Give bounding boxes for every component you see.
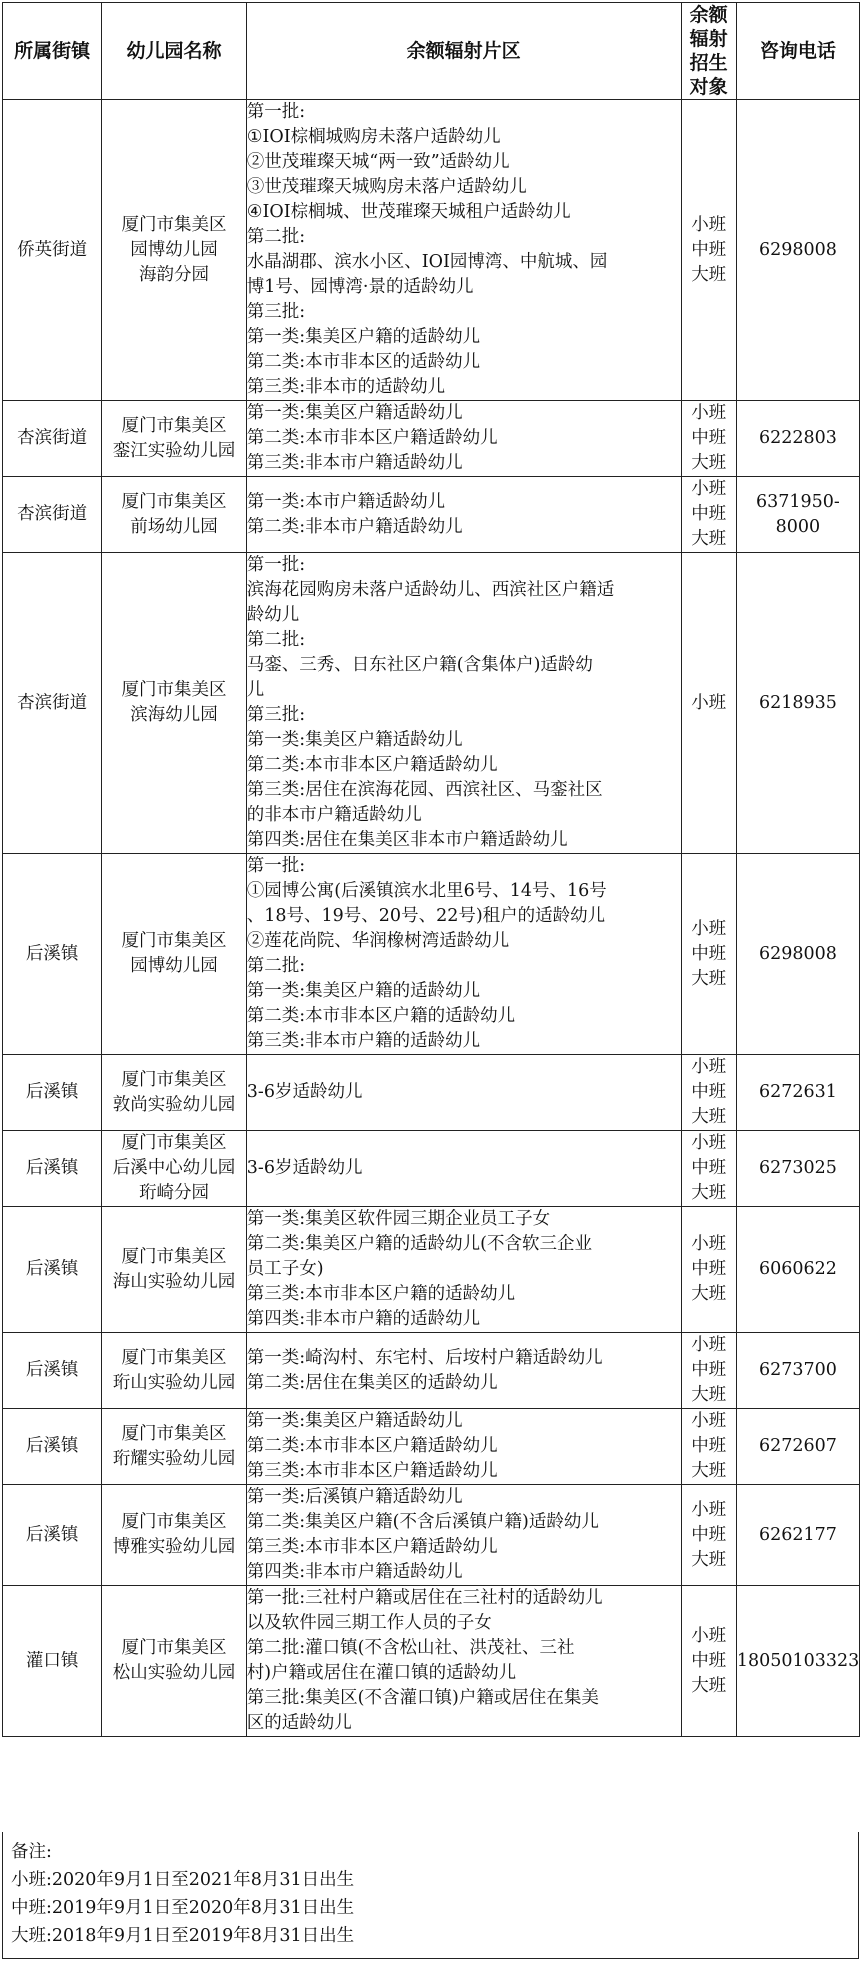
- table-body: [3, 100, 860, 1737]
- target-class-label: 小班: [691, 403, 727, 423]
- target-class-label: 小班: [691, 918, 727, 939]
- table-row: [3, 1207, 860, 1333]
- target-cell: [681, 854, 736, 1055]
- target-class-label: 中班: [691, 1082, 727, 1102]
- table-row: [3, 401, 860, 477]
- target-cell: [681, 477, 736, 553]
- kindergarten-name-line: 海山实验幼儿园: [112, 1271, 236, 1292]
- area-line: 第一批:: [246, 555, 306, 575]
- area-line: 第三类:居住在滨海花园、西滨社区、马銮社区: [246, 780, 603, 800]
- kindergarten-name-line: 珩山实验幼儿园: [112, 1372, 236, 1393]
- street-cell: 后溪镇: [3, 1131, 102, 1207]
- kindergarten-name-line: 后溪中心幼儿园: [112, 1158, 236, 1178]
- area-line: 第一类:崎沟村、东宅村、后垵村户籍适龄幼儿: [246, 1347, 603, 1368]
- area-line: 第四类:非本市户籍的适龄幼儿: [246, 1309, 481, 1329]
- target-class-label: 大班: [691, 1284, 727, 1304]
- area-line: 第二类:本市非本区户籍适龄幼儿: [246, 428, 498, 448]
- area-cell: [246, 1485, 681, 1586]
- target-class-label: 大班: [691, 1549, 727, 1570]
- kindergarten-name-line: 銮江实验幼儿园: [112, 440, 236, 461]
- area-cell: [246, 1333, 681, 1409]
- kindergarten-name-line: 前场幼儿园: [130, 516, 218, 537]
- target-class-label: 中班: [691, 1650, 727, 1671]
- area-line: 第三批:: [246, 302, 306, 322]
- target-cell: [681, 1485, 736, 1586]
- area-line: ③世茂璀璨天城购房未落户适龄幼儿: [246, 177, 527, 197]
- street-cell: 侨英街道: [3, 100, 102, 401]
- area-line: 第二类:集美区户籍(不含后溪镇户籍)适龄幼儿: [246, 1512, 599, 1532]
- header-street: 所属街镇: [3, 3, 102, 100]
- kindergarten-cell: [102, 1586, 247, 1737]
- table-row: [3, 100, 860, 401]
- target-class-label: 中班: [691, 1436, 727, 1456]
- kindergarten-cell: [102, 401, 247, 477]
- area-line: 3-6岁适龄幼儿: [246, 1158, 363, 1178]
- kindergarten-name-line: 厦门市集美区: [121, 680, 227, 700]
- table-row: [3, 1131, 860, 1207]
- target-class-label: 大班: [691, 453, 727, 473]
- phone-cell: 6371950-8000: [736, 477, 859, 553]
- area-line: 第一类:本市户籍适龄幼儿: [246, 491, 446, 512]
- area-line: 第二批:: [246, 956, 306, 976]
- table-row: [3, 1055, 860, 1131]
- kindergarten-name-line: 滨海幼儿园: [130, 705, 218, 725]
- target-cell: [681, 1333, 736, 1409]
- street-cell: 后溪镇: [3, 854, 102, 1055]
- header-phone: 咨询电话: [736, 3, 859, 100]
- target-class-label: 大班: [691, 264, 727, 285]
- kindergarten-name-line: 珩耀实验幼儿园: [112, 1448, 236, 1469]
- area-line: 滨海花园购房未落户适龄幼儿、西滨社区户籍适: [246, 580, 615, 600]
- target-cell: [681, 1207, 736, 1333]
- table-row: [3, 854, 860, 1055]
- kindergarten-name-line: 海韵分园: [139, 264, 210, 285]
- street-cell: 后溪镇: [3, 1409, 102, 1485]
- target-class-label: 小班: [691, 1057, 727, 1077]
- street-cell: 杏滨街道: [3, 401, 102, 477]
- phone-cell: 6262177: [736, 1485, 859, 1586]
- street-cell: 后溪镇: [3, 1055, 102, 1131]
- area-line: ④IOI棕榈城、世茂璀璨天城租户适龄幼儿: [246, 202, 571, 222]
- target-class-label: 小班: [691, 1411, 727, 1431]
- target-class-label: 小班: [691, 1133, 727, 1153]
- area-cell: [246, 553, 681, 854]
- table-row: [3, 477, 860, 553]
- kindergarten-cell: [102, 1207, 247, 1333]
- area-line: 员工子女): [246, 1259, 324, 1279]
- phone-cell: 6273025: [736, 1131, 859, 1207]
- area-line: 第一类:集美区户籍适龄幼儿: [246, 403, 463, 423]
- target-class-label: 中班: [691, 1360, 727, 1380]
- target-cell: [681, 1131, 736, 1207]
- area-cell: [246, 1207, 681, 1333]
- target-cell: [681, 401, 736, 477]
- area-line: 第一批:: [246, 102, 306, 122]
- enrollment-table: [2, 2, 860, 1737]
- target-class-label: 大班: [691, 1385, 727, 1405]
- area-line: 第三批:: [246, 705, 306, 725]
- kindergarten-name-line: 厦门市集美区: [121, 214, 227, 235]
- area-line: 第一批:三社村户籍或居住在三社村的适龄幼儿: [246, 1588, 603, 1608]
- area-line: 第一类:集美区户籍的适龄幼儿: [246, 981, 481, 1001]
- area-cell: [246, 477, 681, 553]
- target-class-label: 大班: [691, 1675, 727, 1696]
- target-class-label: 中班: [691, 504, 727, 524]
- phone-cell: 6298008: [736, 100, 859, 401]
- kindergarten-name-line: 厦门市集美区: [121, 1246, 227, 1267]
- target-cell: [681, 1409, 736, 1485]
- area-line: 儿: [246, 680, 265, 700]
- note-middle-class: 中班:2019年9月1日至2020年8月31日出生: [11, 1898, 355, 1918]
- target-class-label: 小班: [691, 1335, 727, 1355]
- notes-heading: 备注:: [11, 1842, 52, 1862]
- kindergarten-name-line: 敦尚实验幼儿园: [112, 1094, 236, 1115]
- area-line: 第三类:非本市户籍适龄幼儿: [246, 453, 463, 473]
- kindergarten-name-line: 珩崎分园: [139, 1183, 210, 1203]
- area-line: 第二类:本市非本区户籍适龄幼儿: [246, 1436, 498, 1456]
- target-class-label: 大班: [691, 1183, 727, 1203]
- kindergarten-name-line: 厦门市集美区: [121, 931, 227, 951]
- area-line: 第二批:: [246, 630, 306, 650]
- kindergarten-cell: [102, 553, 247, 854]
- target-class-label: 小班: [691, 1625, 727, 1646]
- area-line: 村)户籍或居住在灌口镇的适龄幼儿: [246, 1663, 517, 1683]
- area-line: ②世茂璀璨天城“两一致”适龄幼儿: [246, 152, 510, 172]
- target-class-label: 中班: [691, 1524, 727, 1545]
- header-target: 余额 辐射 招生 对象: [681, 3, 736, 100]
- table-row: [3, 553, 860, 854]
- kindergarten-cell: [102, 1055, 247, 1131]
- target-class-label: 小班: [691, 692, 727, 713]
- target-class-label: 中班: [691, 1259, 727, 1279]
- table-row: [3, 1409, 860, 1485]
- area-line: 第二批:: [246, 227, 306, 247]
- area-line: 第二类:集美区户籍的适龄幼儿(不含软三企业: [246, 1234, 592, 1254]
- phone-cell: 6273700: [736, 1333, 859, 1409]
- note-small-class: 小班:2020年9月1日至2021年8月31日出生: [11, 1870, 355, 1890]
- kindergarten-name-line: 厦门市集美区: [121, 1423, 227, 1444]
- phone-cell: 6298008: [736, 854, 859, 1055]
- target-class-label: 大班: [691, 1461, 727, 1481]
- area-line: 第三类:本市非本区户籍适龄幼儿: [246, 1537, 498, 1557]
- table-row: [3, 1333, 860, 1409]
- phone-cell: 6272631: [736, 1055, 859, 1131]
- area-line: 第三类:本市非本区户籍适龄幼儿: [246, 1461, 498, 1481]
- area-line: 博1号、园博湾·景的适龄幼儿: [246, 277, 474, 297]
- area-line: 第三类:本市非本区户籍的适龄幼儿: [246, 1284, 516, 1304]
- kindergarten-name-line: 厦门市集美区: [121, 1133, 227, 1153]
- area-line: 第二类:本市非本区户籍的适龄幼儿: [246, 1006, 516, 1026]
- street-cell: 后溪镇: [3, 1333, 102, 1409]
- kindergarten-cell: [102, 477, 247, 553]
- target-class-label: 大班: [691, 1107, 727, 1127]
- area-line: 第四类:非本市户籍适龄幼儿: [246, 1562, 463, 1582]
- table-row: [3, 1485, 860, 1586]
- kindergarten-name-line: 松山实验幼儿园: [112, 1663, 236, 1683]
- area-cell: [246, 100, 681, 401]
- kindergarten-name-line: 园博幼儿园: [130, 239, 218, 260]
- area-line: 第一类:后溪镇户籍适龄幼儿: [246, 1487, 463, 1507]
- target-class-label: 中班: [691, 1158, 727, 1178]
- area-cell: [246, 854, 681, 1055]
- area-line: 第三类:非本市的适龄幼儿: [246, 377, 446, 397]
- phone-cell: 6272607: [736, 1409, 859, 1485]
- kindergarten-cell: [102, 1333, 247, 1409]
- target-class-label: 小班: [691, 479, 727, 499]
- target-class-label: 中班: [691, 239, 727, 260]
- area-line: 第二类:非本市户籍适龄幼儿: [246, 516, 463, 537]
- area-line: 第一类:集美区软件园三期企业员工子女: [246, 1209, 551, 1229]
- target-cell: [681, 1055, 736, 1131]
- area-line: 第二批:灌口镇(不含松山社、洪茂社、三社: [246, 1638, 575, 1658]
- area-cell: [246, 1586, 681, 1737]
- area-line: 以及软件园三期工作人员的子女: [246, 1613, 492, 1633]
- target-class-label: 小班: [691, 214, 727, 235]
- note-large-class: 大班:2018年9月1日至2019年8月31日出生: [11, 1926, 355, 1946]
- area-line: 第一类:集美区户籍适龄幼儿: [246, 1411, 463, 1431]
- phone-cell: 18050103323: [736, 1586, 859, 1737]
- area-line: ②莲花尚院、华润橡树湾适龄幼儿: [246, 931, 510, 951]
- target-class-label: 大班: [691, 968, 727, 989]
- kindergarten-name-line: 博雅实验幼儿园: [112, 1537, 236, 1557]
- area-cell: [246, 1409, 681, 1485]
- area-line: 龄幼儿: [246, 605, 300, 625]
- target-class-label: 小班: [691, 1234, 727, 1254]
- street-cell: 杏滨街道: [3, 477, 102, 553]
- area-line: 的非本市户籍适龄幼儿: [246, 805, 422, 825]
- area-cell: [246, 1131, 681, 1207]
- kindergarten-name-line: 厦门市集美区: [121, 1347, 227, 1368]
- area-line: 3-6岁适龄幼儿: [246, 1082, 363, 1102]
- kindergarten-name-line: 厦门市集美区: [121, 1512, 227, 1532]
- area-line: 第二类:本市非本区户籍适龄幼儿: [246, 755, 498, 775]
- area-line: ①园博公寓(后溪镇滨水北里6号、14号、16号: [246, 881, 607, 901]
- kindergarten-cell: [102, 1131, 247, 1207]
- area-line: ①IOI棕榈城购房未落户适龄幼儿: [246, 127, 501, 147]
- area-cell: [246, 401, 681, 477]
- area-line: 区的适龄幼儿: [246, 1713, 352, 1733]
- target-class-label: 中班: [691, 943, 727, 964]
- header-kindergarten: 幼儿园名称: [102, 3, 247, 100]
- kindergarten-name-line: 厦门市集美区: [121, 491, 227, 512]
- phone-cell: 6222803: [736, 401, 859, 477]
- kindergarten-cell: [102, 854, 247, 1055]
- kindergarten-cell: [102, 1409, 247, 1485]
- area-cell: [246, 1055, 681, 1131]
- target-class-label: 大班: [691, 529, 727, 549]
- kindergarten-name-line: 厦门市集美区: [121, 1069, 227, 1090]
- area-line: 第四类:居住在集美区非本市户籍适龄幼儿: [246, 830, 568, 850]
- kindergarten-name-line: 厦门市集美区: [121, 415, 227, 436]
- area-line: 第一批:: [246, 856, 306, 876]
- phone-cell: 6060622: [736, 1207, 859, 1333]
- area-line: 水晶湖郡、滨水小区、IOI园博湾、中航城、园: [246, 252, 608, 272]
- header-row: [3, 3, 860, 100]
- phone-cell: 6218935: [736, 553, 859, 854]
- target-cell: [681, 1586, 736, 1737]
- kindergarten-name-line: 厦门市集美区: [121, 1638, 227, 1658]
- header-area: 余额辐射片区: [246, 3, 681, 100]
- kindergarten-cell: [102, 100, 247, 401]
- kindergarten-name-line: 园博幼儿园: [130, 956, 218, 976]
- target-class-label: 小班: [691, 1499, 727, 1520]
- table-row: [3, 1586, 860, 1737]
- kindergarten-cell: [102, 1485, 247, 1586]
- area-line: 第三类:非本市户籍的适龄幼儿: [246, 1031, 481, 1051]
- area-line: 马銮、三秀、日东社区户籍(含集体户)适龄幼: [246, 655, 593, 675]
- street-cell: 后溪镇: [3, 1207, 102, 1333]
- area-line: 第二类:本市非本区的适龄幼儿: [246, 352, 481, 372]
- target-cell: [681, 553, 736, 854]
- street-cell: 灌口镇: [3, 1586, 102, 1737]
- area-line: 第三批:集美区(不含灌口镇)户籍或居住在集美: [246, 1688, 599, 1708]
- street-cell: 后溪镇: [3, 1485, 102, 1586]
- area-line: 第二类:居住在集美区的适龄幼儿: [246, 1372, 498, 1393]
- notes-section: [2, 1832, 859, 1959]
- area-line: 、18号、19号、20号、22号)租户的适龄幼儿: [246, 906, 606, 926]
- target-class-label: 中班: [691, 428, 727, 448]
- target-cell: [681, 100, 736, 401]
- area-line: 第一类:集美区户籍的适龄幼儿: [246, 327, 481, 347]
- street-cell: 杏滨街道: [3, 553, 102, 854]
- area-line: 第一类:集美区户籍适龄幼儿: [246, 730, 463, 750]
